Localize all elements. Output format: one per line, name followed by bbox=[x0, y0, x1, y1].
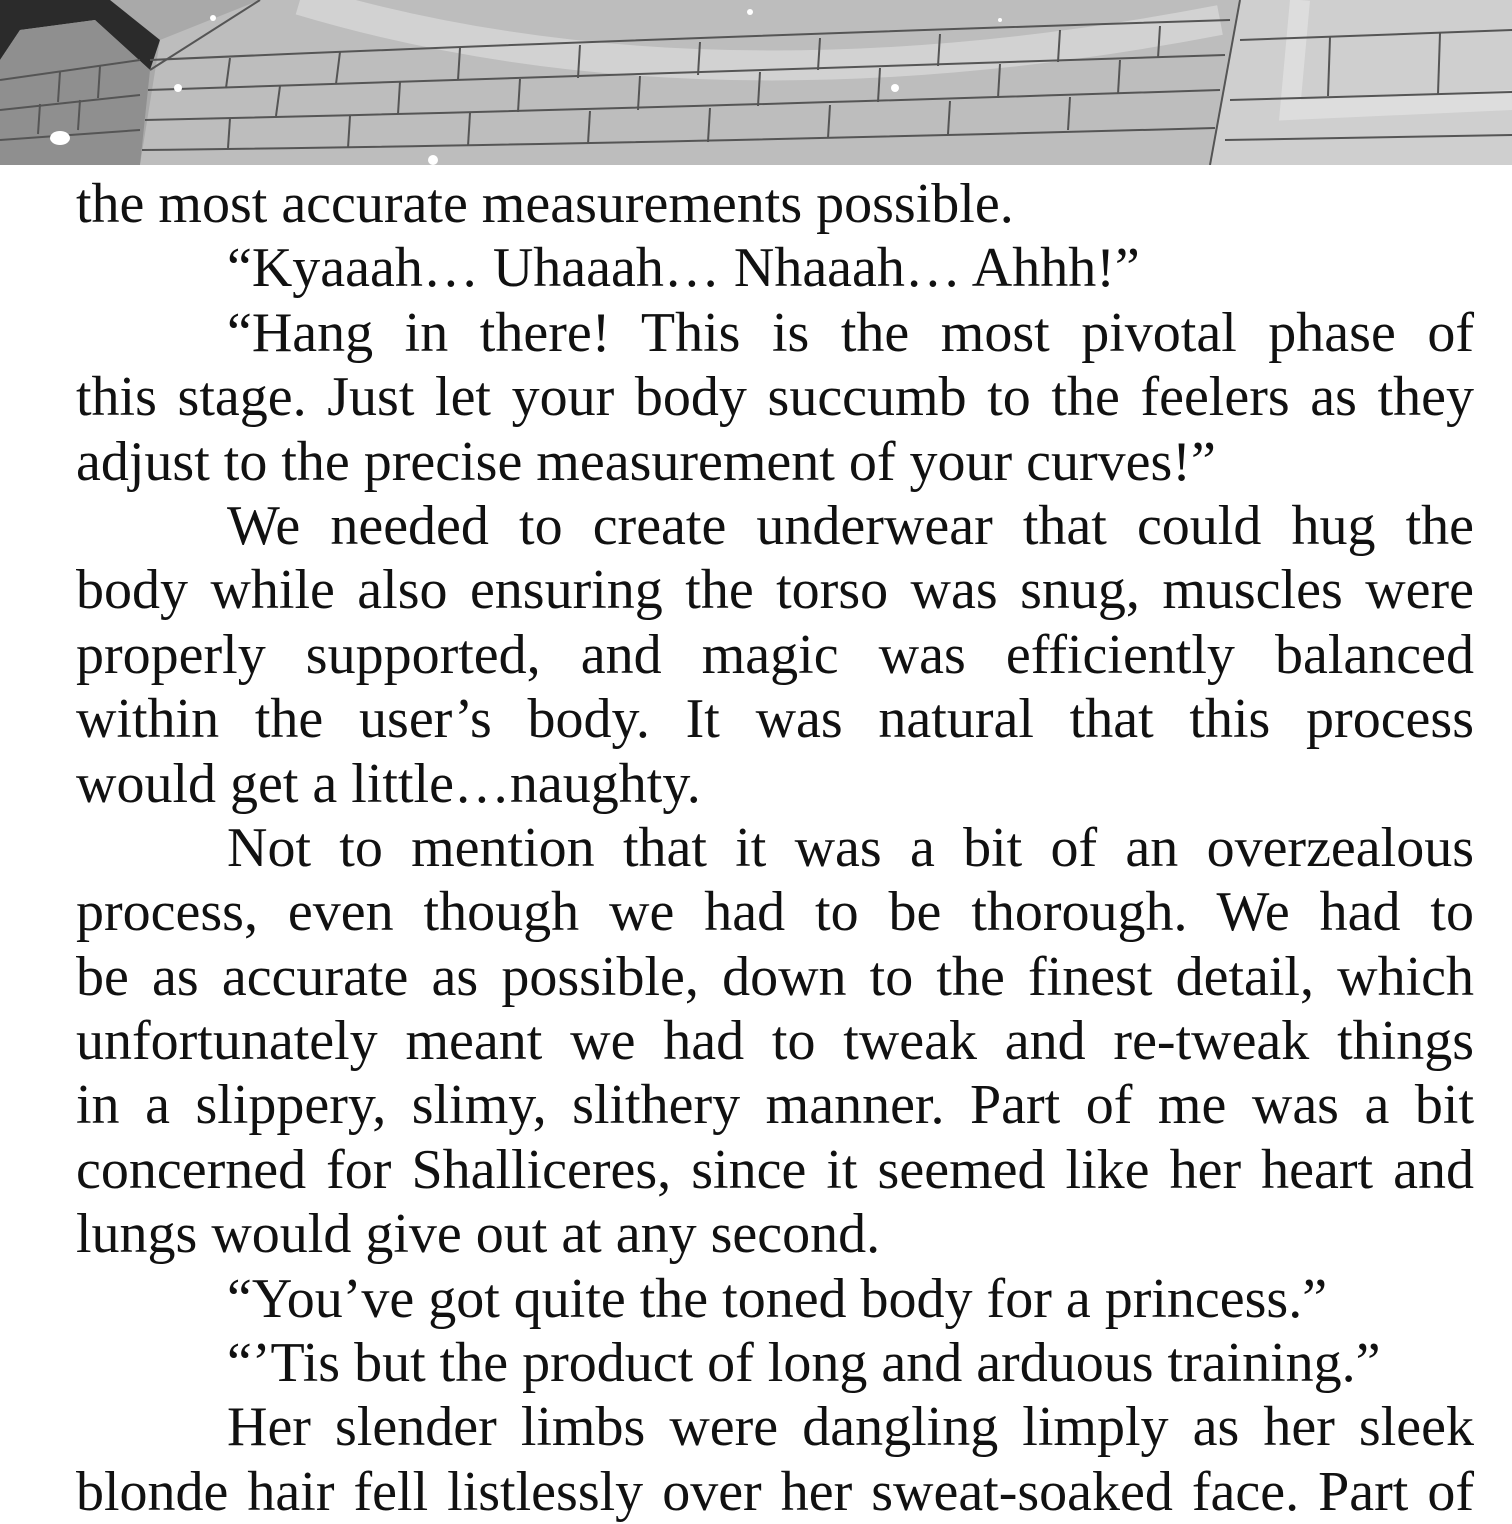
line-text: “Kyaaah… Uhaaah… Nhaaah… Ahhh!” bbox=[227, 237, 1140, 300]
line-text: “Hang in there! This is the most pivotal phase of bbox=[227, 301, 1474, 364]
text-line bbox=[76, 752, 1474, 816]
text-line bbox=[76, 301, 1474, 365]
text-line bbox=[76, 1202, 1474, 1266]
line-text: Her slender limbs were dangling limply as her sleek bbox=[227, 1396, 1474, 1459]
text-line bbox=[76, 945, 1474, 1009]
text-line bbox=[76, 172, 1474, 236]
text-line bbox=[76, 1331, 1474, 1395]
text-line bbox=[76, 430, 1474, 494]
line-text: body while also ensuring the torso was snug, muscles were bbox=[76, 559, 1474, 622]
line-text: We needed to create underwear that could hug the bbox=[227, 494, 1474, 557]
line-text: this stage. Just let your body succumb to the feelers as they bbox=[76, 366, 1474, 429]
text-line bbox=[76, 1395, 1474, 1459]
line-text: process, even though we had to be thorough. We had to bbox=[76, 881, 1474, 944]
line-text: concerned for Shalliceres, since it seemed like her heart and bbox=[76, 1138, 1474, 1201]
text-line bbox=[76, 623, 1474, 687]
line-text: properly supported, and magic was efficiently balanced bbox=[76, 623, 1474, 686]
text-line bbox=[76, 1267, 1474, 1331]
text-line bbox=[76, 1073, 1474, 1137]
text-line bbox=[76, 1460, 1474, 1524]
line-text: unfortunately meant we had to tweak and re-tweak things bbox=[76, 1010, 1474, 1073]
text-line bbox=[76, 494, 1474, 558]
line-text: lungs would give out at any second. bbox=[76, 1203, 881, 1266]
line-text: be as accurate as possible, down to the finest detail, which bbox=[76, 945, 1474, 1008]
text-line bbox=[76, 365, 1474, 429]
text-line bbox=[76, 558, 1474, 622]
line-text: blonde hair fell listlessly over her sweat-soaked face. Part of bbox=[76, 1460, 1474, 1523]
line-text: within the user’s body. It was natural that this process bbox=[76, 688, 1474, 751]
line-text: would get a little…naughty. bbox=[76, 752, 701, 815]
line-text: Not to mention that it was a bit of an overzealous bbox=[227, 816, 1474, 879]
text-line bbox=[76, 1009, 1474, 1073]
line-text: the most accurate measurements possible. bbox=[76, 173, 1014, 235]
text-line bbox=[76, 816, 1474, 880]
line-text: “You’ve got quite the toned body for a princess.” bbox=[227, 1267, 1328, 1330]
text-line bbox=[76, 880, 1474, 944]
text-line bbox=[76, 1138, 1474, 1202]
text-line bbox=[76, 236, 1474, 300]
line-text: in a slippery, slimy, slithery manner. Part of me was a bit bbox=[76, 1074, 1474, 1137]
line-text: “’Tis but the product of long and arduous training.” bbox=[227, 1332, 1381, 1395]
line-text: adjust to the precise measurement of your curves!” bbox=[76, 430, 1216, 493]
text-line bbox=[76, 687, 1474, 751]
page-text bbox=[76, 172, 1474, 1524]
stone-vault-illustration bbox=[0, 0, 1512, 165]
